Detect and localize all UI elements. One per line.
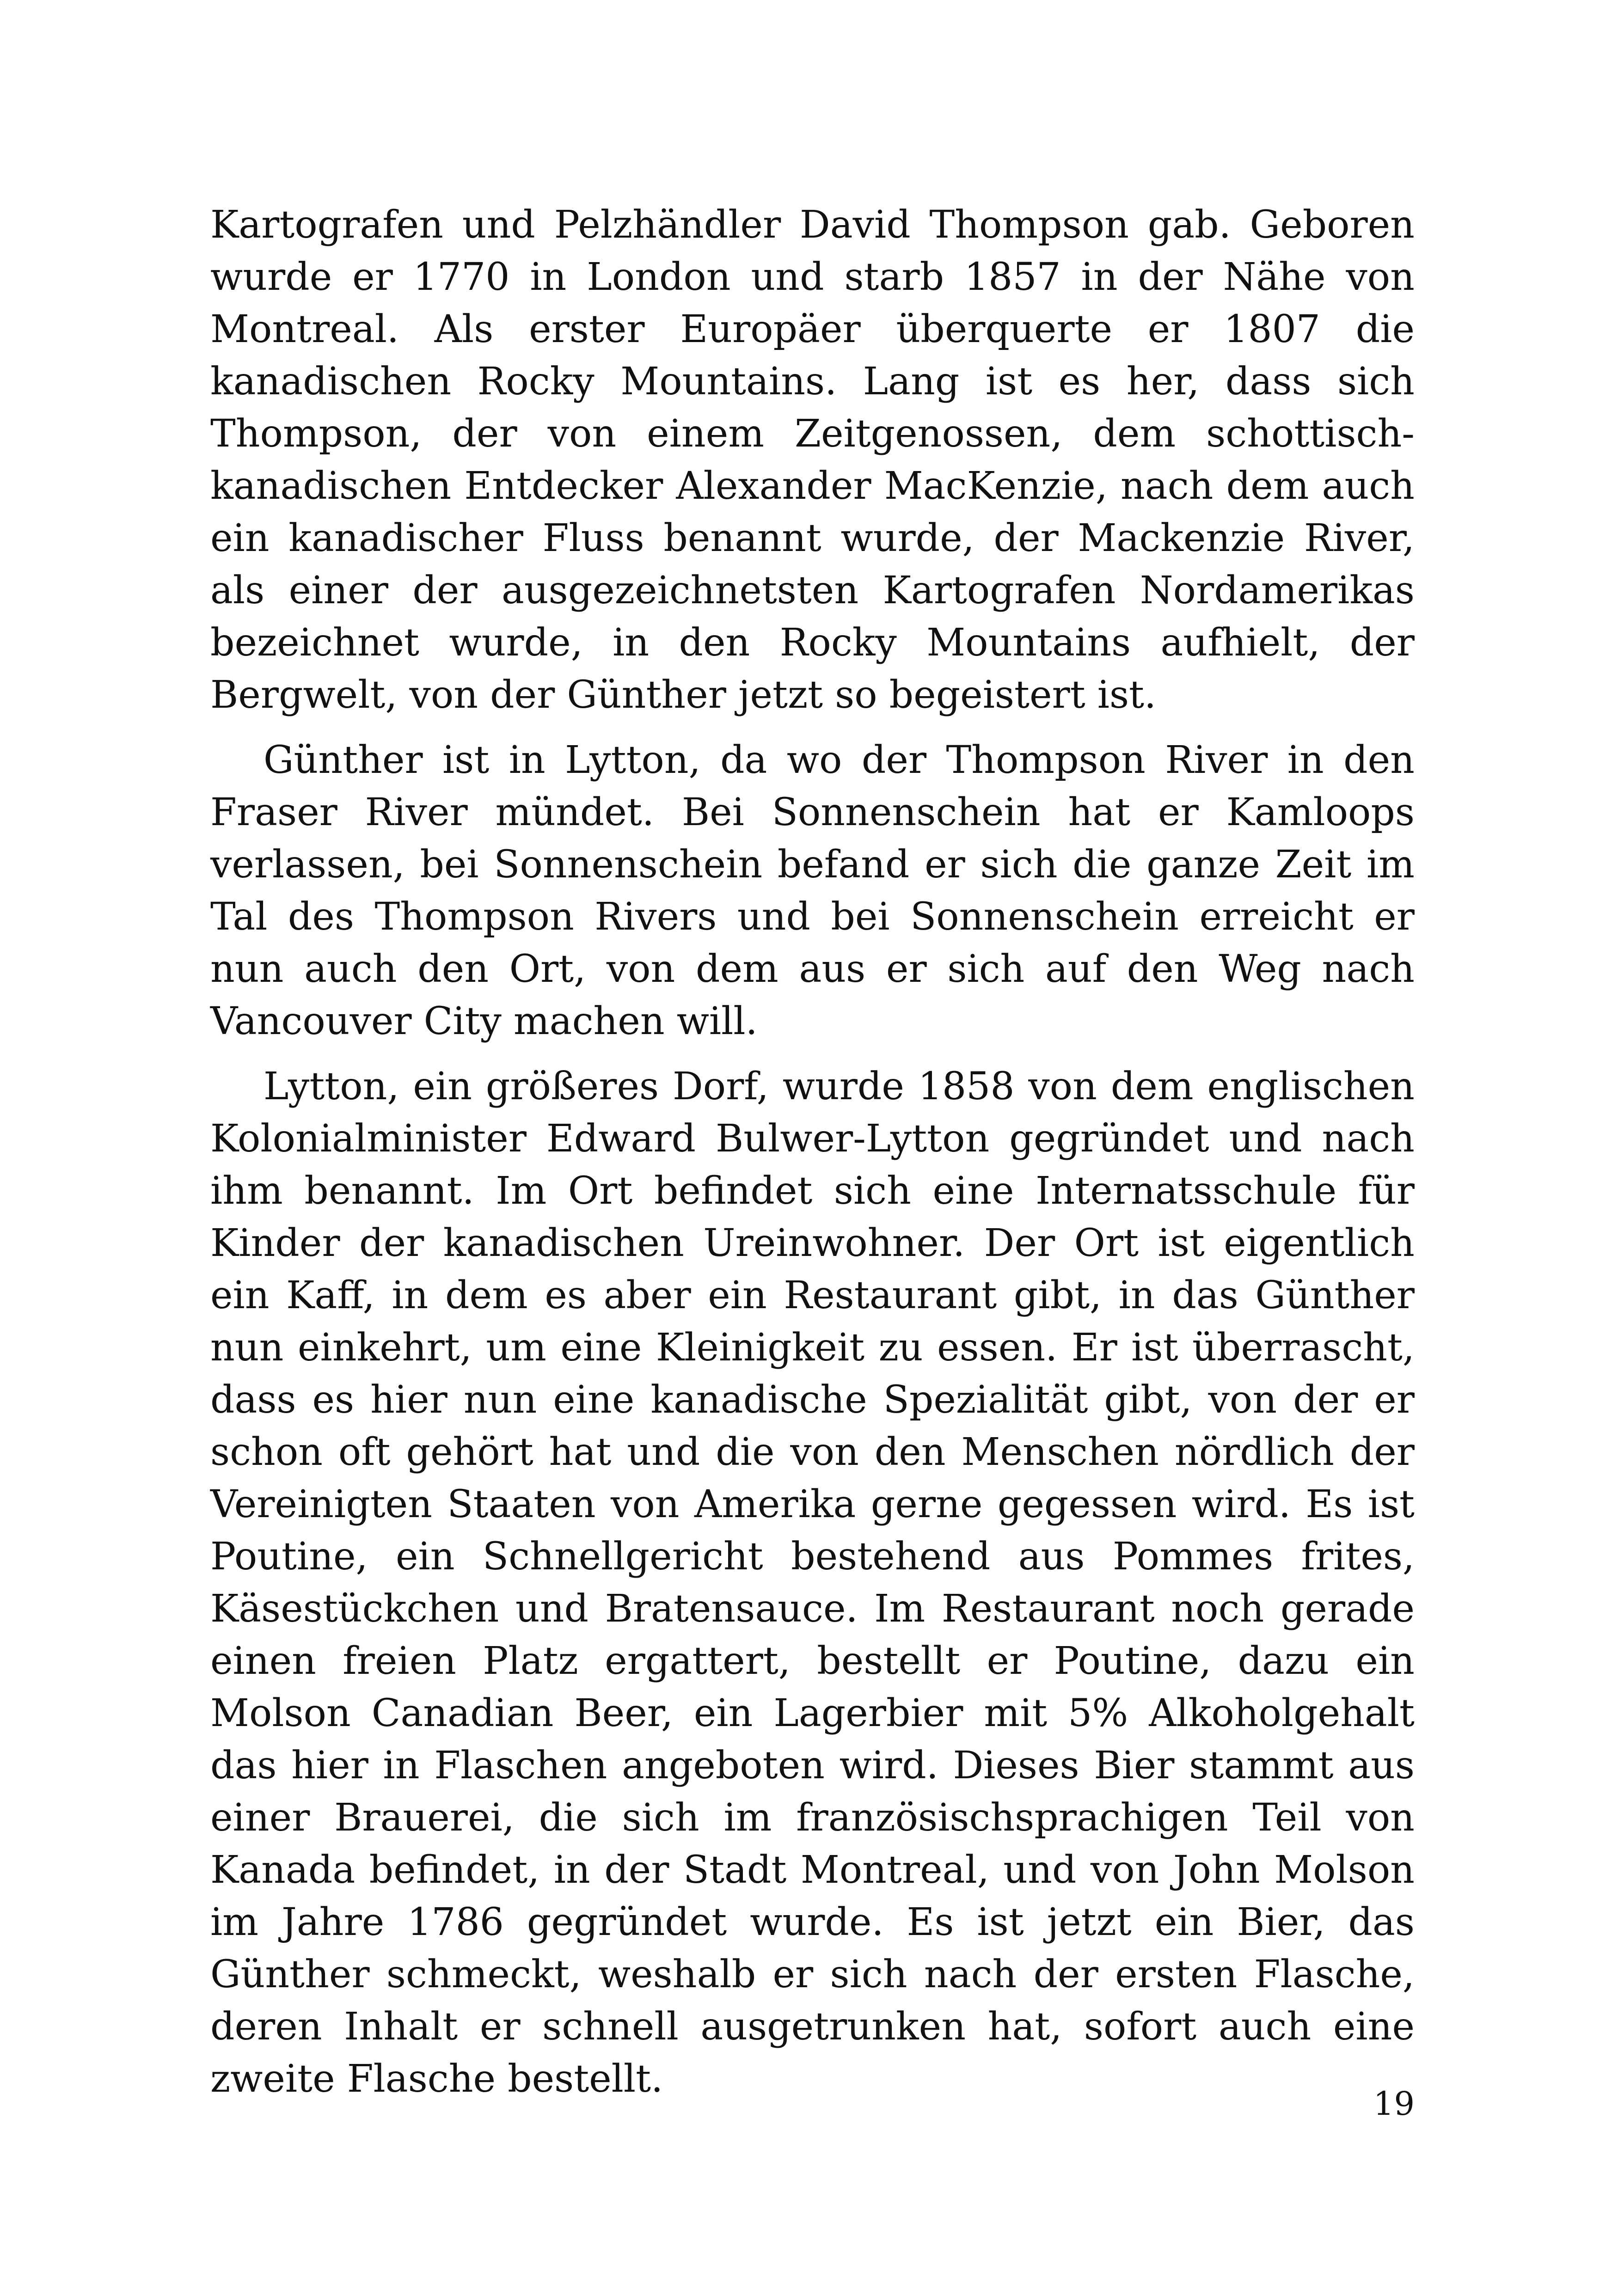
body-text <box>210 199 1415 2118</box>
paragraph-2: Günther ist in Lytton, da wo der Thompson River in den Fraser River mündet. Bei Sonnenschein hat er Kamloops verlassen, bei Sonnenschein befand er sich die ganze Zeit im Tal des Thompson Rivers und bei Sonnenschein erreicht er nun auch den Ort, von dem aus er sich auf den Weg nach Vancouver City machen will. <box>210 738 1415 1043</box>
paragraph-1: Kartografen und Pelzhändler David Thompson gab. Geboren wurde er 1770 in London und starb 1857 in der Nähe von Montreal. Als erster Europäer überquerte er 1807 die kanadischen Rocky Mountains. Lang ist es her, dass sich Thompson, der von einem Zeitgenossen, dem schottisch-kanadischen Entdecker Alexander MacKenzie, nach dem auch ein kanadischer Fluss benannt wurde, der Mackenzie River, als einer der ausgezeichnetsten Kartografen Nordamerikas bezeichnet wurde, in den Rocky Mountains aufhielt, der Bergwelt, von der Günther jetzt so begeistert ist. <box>210 203 1415 717</box>
page-number: 19 <box>1373 2085 1415 2123</box>
paragraph-3: Lytton, ein größeres Dorf, wurde 1858 von dem englischen Kolonialminister Edward Bulwer-Lytton gegründet und nach ihm benannt. Im Ort befindet sich eine Internatsschule für Kinder der kanadischen Ureinwohner. Der Ort ist eigentlich ein Kaff, in dem es aber ein Restaurant gibt, in das Günther nun einkehrt, um eine Kleinigkeit zu essen. Er ist überrascht, dass es hier nun eine kanadische Spezialität gibt, von der er schon oft gehört hat und die von den Menschen nördlich der Vereinigten Staaten von Amerika gerne gegessen wird. Es ist Poutine, ein Schnellgericht bestehend aus Pommes frites, Käsestückchen und Bratensauce. Im Restaurant noch gerade einen freien Platz ergattert, bestellt er Poutine, dazu ein Molson Canadian Beer, ein Lagerbier mit 5% Alkoholgehalt das hier in Flaschen angeboten wird. Dieses Bier stammt aus einer Brauerei, die sich im französischsprachigen Teil von Kanada befindet, in der Stadt Montreal, und von John Molson im Jahre 1786 gegründet wurde. Es ist jetzt ein Bier, das Günther schmeckt, weshalb er sich nach der ersten Flasche, deren Inhalt er schnell ausgetrunken hat, sofort auch eine zweite Flasche bestellt. <box>210 1065 1415 2101</box>
